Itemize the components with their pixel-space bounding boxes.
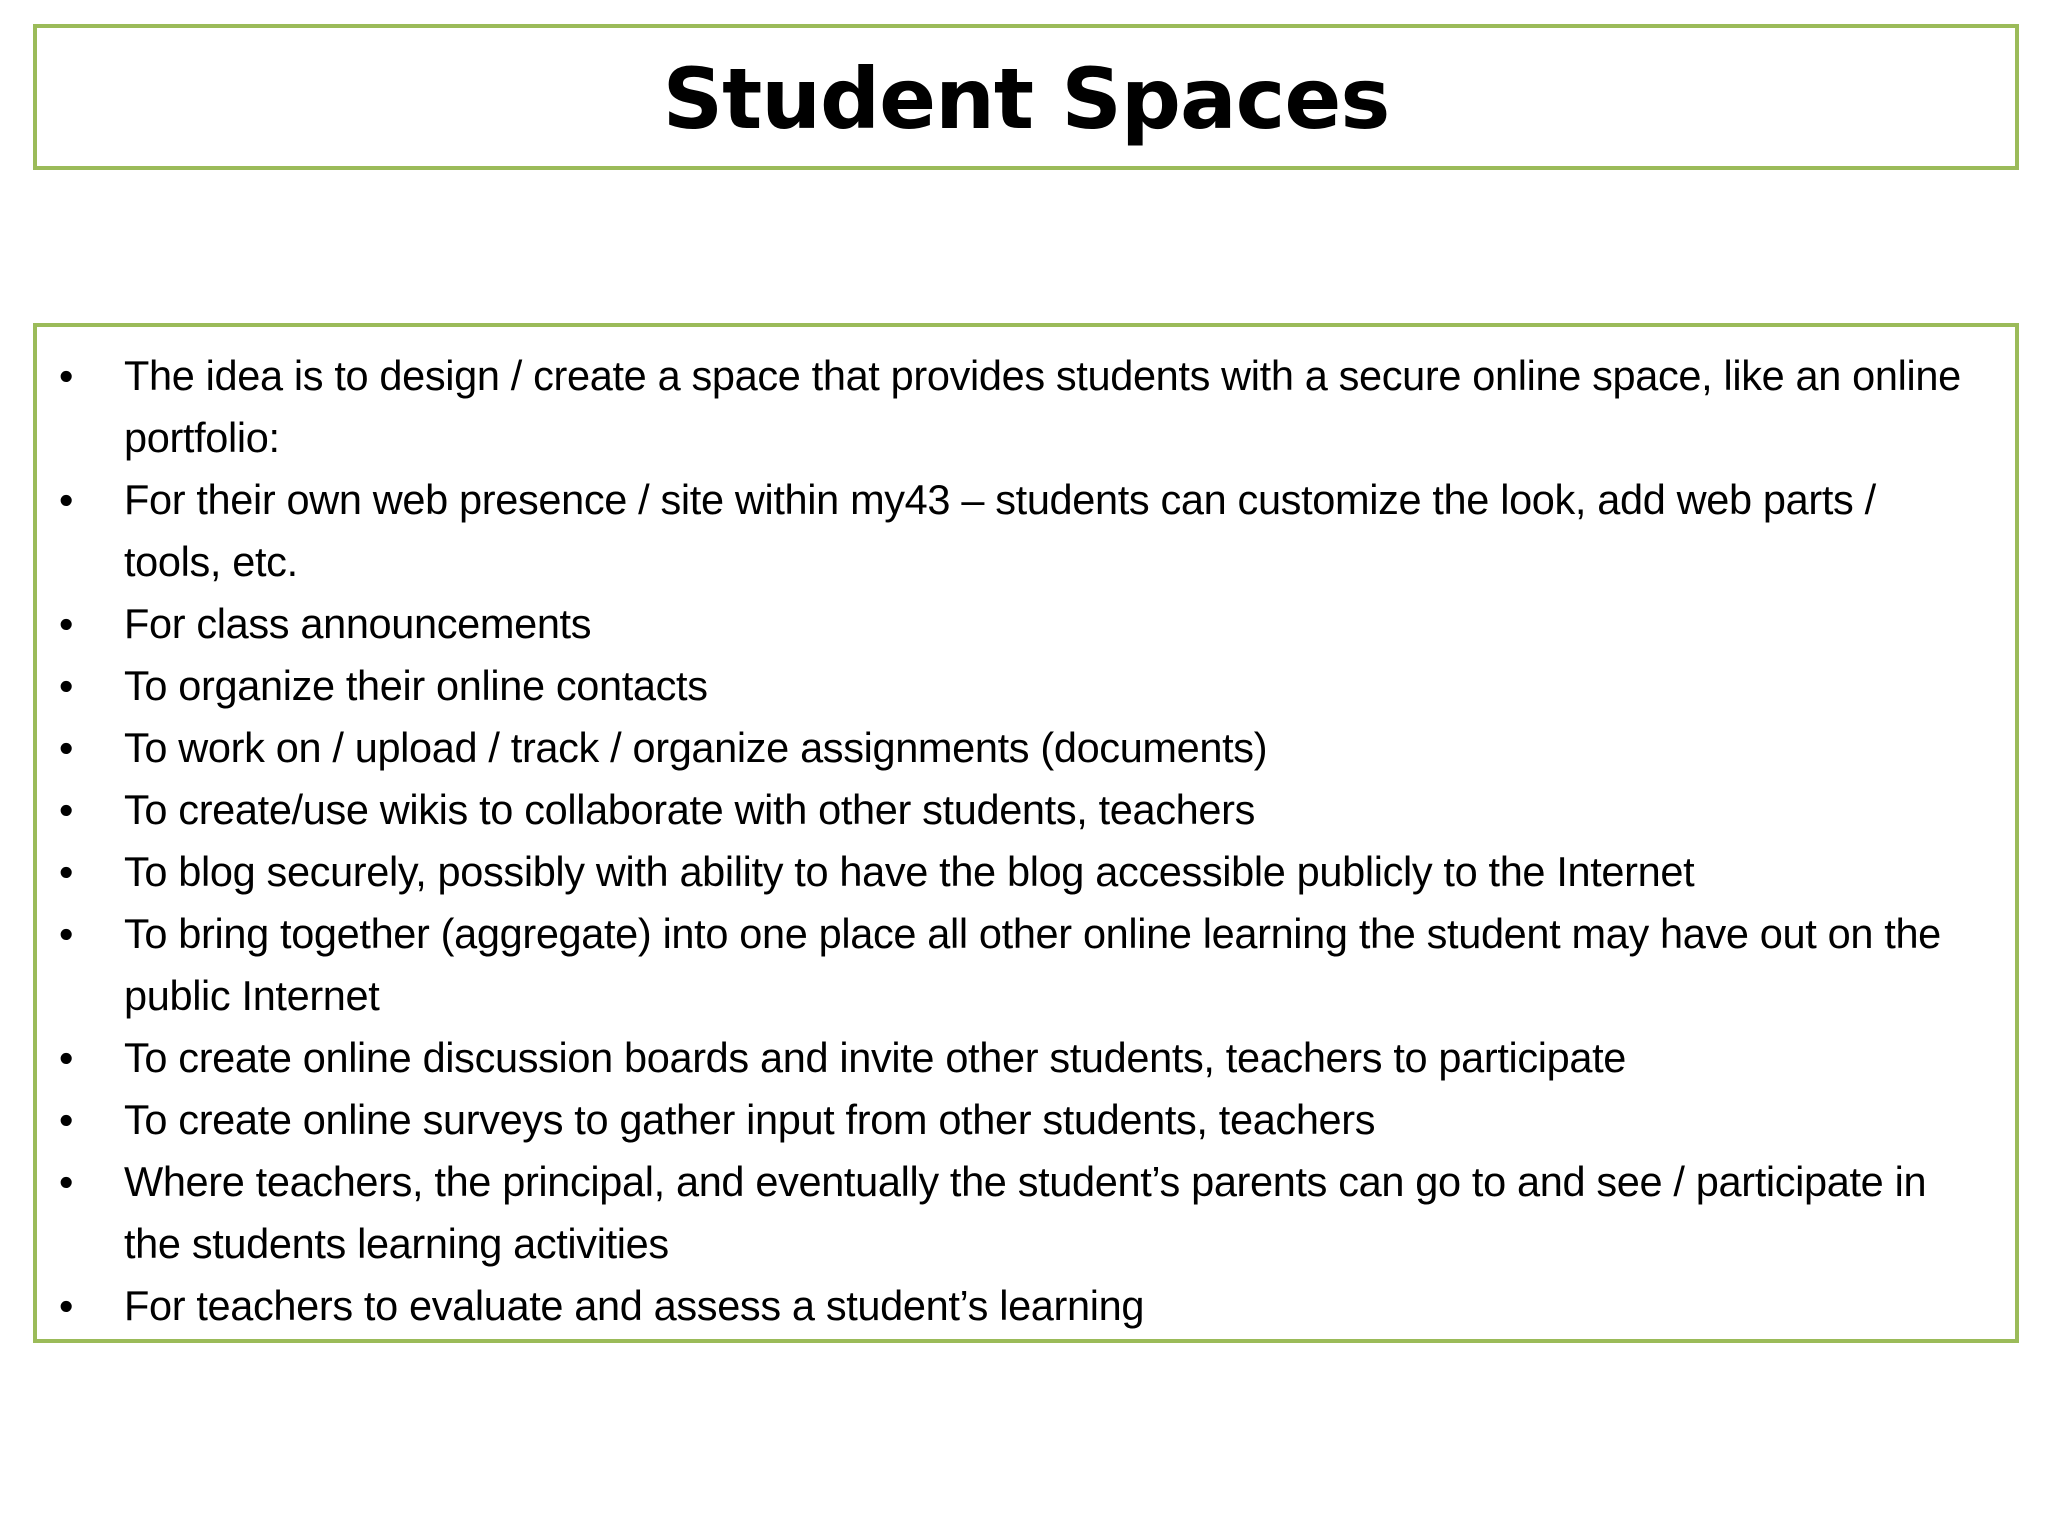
bullet-item <box>37 903 1975 1027</box>
bullet-icon: • <box>59 1035 74 1081</box>
bullet-text: To create online surveys to gather input from other students, teachers <box>124 1096 1376 1143</box>
bullet-item <box>37 1151 1975 1275</box>
bullet-item <box>37 717 1975 779</box>
bullet-text: For their own web presence / site within my43 – students can customize the look, add web parts / tools, etc. <box>124 476 1876 585</box>
bullet-item <box>37 345 1975 469</box>
bullet-icon: • <box>59 1097 74 1143</box>
bullet-list <box>37 345 1975 1337</box>
bullet-item <box>37 1089 1975 1151</box>
bullet-icon: • <box>59 911 74 957</box>
bullet-text: The idea is to design / create a space that provides students with a secure online space, like an online portfolio: <box>124 352 1961 461</box>
slide-title: Student Spaces <box>662 50 1390 148</box>
bullet-text: Where teachers, the principal, and eventually the student’s parents can go to and see / participate in the students learning activities <box>124 1158 1927 1267</box>
bullet-item <box>37 841 1975 903</box>
bullet-icon: • <box>59 849 74 895</box>
title-box <box>33 24 2019 170</box>
content-box <box>33 323 2019 1343</box>
bullet-icon: • <box>59 601 74 647</box>
bullet-item <box>37 1027 1975 1089</box>
bullet-icon: • <box>59 725 74 771</box>
bullet-item <box>37 469 1975 593</box>
bullet-item <box>37 1275 1975 1337</box>
bullet-item <box>37 655 1975 717</box>
bullet-icon: • <box>59 1283 74 1329</box>
bullet-text: To work on / upload / track / organize assignments (documents) <box>124 724 1268 771</box>
bullet-item <box>37 593 1975 655</box>
bullet-text: To create/use wikis to collaborate with other students, teachers <box>124 786 1255 833</box>
bullet-item <box>37 779 1975 841</box>
bullet-icon: • <box>59 1159 74 1205</box>
bullet-text: To blog securely, possibly with ability to have the blog accessible publicly to the Internet <box>124 848 1695 895</box>
bullet-text: To create online discussion boards and invite other students, teachers to participate <box>124 1034 1627 1081</box>
bullet-text: To bring together (aggregate) into one place all other online learning the student may have out on the public Internet <box>124 910 1941 1019</box>
bullet-icon: • <box>59 477 74 523</box>
bullet-icon: • <box>59 353 74 399</box>
bullet-text: For class announcements <box>124 600 592 647</box>
bullet-icon: • <box>59 787 74 833</box>
bullet-icon: • <box>59 663 74 709</box>
bullet-text: To organize their online contacts <box>124 662 708 709</box>
bullet-text: For teachers to evaluate and assess a student’s learning <box>124 1282 1145 1329</box>
